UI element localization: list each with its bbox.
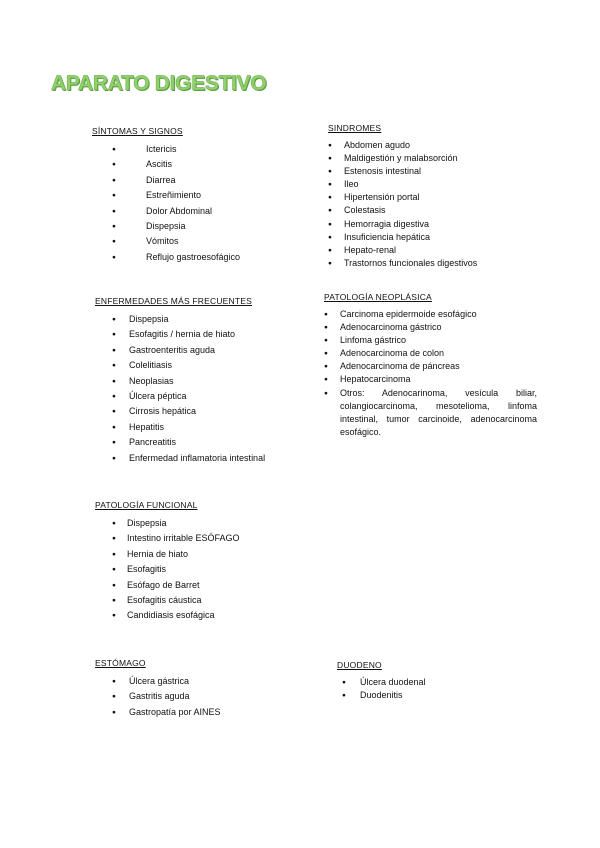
page-title: APARATO DIGESTIVO [51, 72, 267, 95]
item-list [337, 676, 426, 702]
section-heading: PATOLOGÍA NEOPLÁSICA [324, 292, 432, 302]
list-item: ● Dispepsia [112, 516, 240, 531]
section-enfermedades [95, 296, 266, 466]
list-item: ● Colestasis [328, 204, 477, 217]
list-item: ● Hepatocarcinoma [324, 373, 537, 386]
section-estomago [95, 658, 221, 720]
list-item: ● Gastroenteritis aguda [112, 343, 269, 358]
list-item: ● Esofagitis cáustica [112, 593, 240, 608]
section-neoplasica [324, 292, 537, 439]
list-item: ● Hemorragia digestiva [328, 218, 477, 231]
section-heading: SINDROMES [328, 123, 382, 133]
list-item: ● Adenocarcinoma de páncreas [324, 360, 537, 373]
list-item: ● Gastritis aguda [112, 689, 221, 704]
item-list [324, 308, 537, 439]
item-list [328, 139, 477, 270]
list-item: ● Enfermedad inflamatoria intestinal [112, 451, 269, 466]
list-item: ● Diarrea [112, 173, 240, 188]
list-item: ● Dispepsia [112, 219, 240, 234]
list-item: ● Estreñimiento [112, 188, 240, 203]
section-heading: SÍNTOMAS Y SIGNOS [92, 126, 183, 136]
list-item: ● Linfoma gástrico [324, 334, 537, 347]
list-item: ● Úlcera duodenal [342, 676, 426, 689]
list-item: ● Hepato-renal [328, 244, 477, 257]
list-item: ● Dispepsia [112, 312, 269, 327]
list-item: ● Duodenitis [342, 689, 426, 702]
section-heading: DUODENO [337, 660, 382, 670]
list-item: ● Ileo [328, 178, 477, 191]
list-item: ● Trastornos funcionales digestivos [328, 257, 477, 270]
list-item: ● Abdomen agudo [328, 139, 477, 152]
list-item: ● Intestino irritable ESÓFAGO [112, 531, 240, 546]
section-funcional [95, 500, 240, 624]
item-list [95, 674, 221, 720]
list-item: ● Úlcera péptica [112, 389, 269, 404]
list-item: ● Dolor Abdominal [112, 204, 240, 219]
list-item: ● Candidiasis esofágica [112, 608, 240, 623]
list-item: ● Vómitos [112, 234, 240, 249]
list-item: ● Adenocarcinoma gástrico [324, 321, 537, 334]
list-item: ● Hipertensión portal [328, 191, 477, 204]
list-item: ● Úlcera gástrica [112, 674, 221, 689]
section-sintomas [92, 126, 241, 265]
section-sindromes [328, 123, 477, 270]
item-list [95, 312, 266, 466]
list-item: ● Esófago de Barret [112, 578, 240, 593]
list-item: ● Neoplasias [112, 374, 269, 389]
section-heading: ESTÓMAGO [95, 658, 146, 668]
list-item: ● Esofagitis / hernia de hiato [112, 327, 269, 342]
list-item: ● Hernia de hiato [112, 547, 240, 562]
list-item: ● Ictericis [112, 142, 240, 157]
list-item: ● Reflujo gastroesofágico [112, 250, 240, 265]
section-duodeno [337, 660, 426, 702]
list-item: ● Esofagitis [112, 562, 240, 577]
list-item: ● Estenosis intestinal [328, 165, 477, 178]
list-item: ● Pancreatitis [112, 435, 269, 450]
list-item: ● Otros: Adenocarinoma, vesícula biliar, colangiocarcinoma, mesotelioma, linfoma intestinal, tumor carcinoide, adenocarcinoma esofágico. [324, 387, 537, 439]
section-heading: ENFERMEDADES MÁS FRECUENTES [95, 296, 253, 306]
list-item: ● Cirrosis hepática [112, 404, 269, 419]
list-item: ● Hepatitis [112, 420, 269, 435]
list-item: ● Colelitiasis [112, 358, 269, 373]
list-item: ● Carcinoma epidermoide esofágico [324, 308, 537, 321]
list-item: ● Ascitis [112, 157, 240, 172]
list-item: ● Adenocarcinoma de colon [324, 347, 537, 360]
list-item: ● Insuficiencia hepática [328, 231, 477, 244]
item-list [95, 516, 240, 624]
item-list [92, 142, 241, 265]
list-item: ● Maldigestión y malabsorción [328, 152, 477, 165]
section-heading: PATOLOGÍA FUNCIONAL [95, 500, 198, 510]
list-item: ● Gastropatía por AINES [112, 705, 221, 720]
